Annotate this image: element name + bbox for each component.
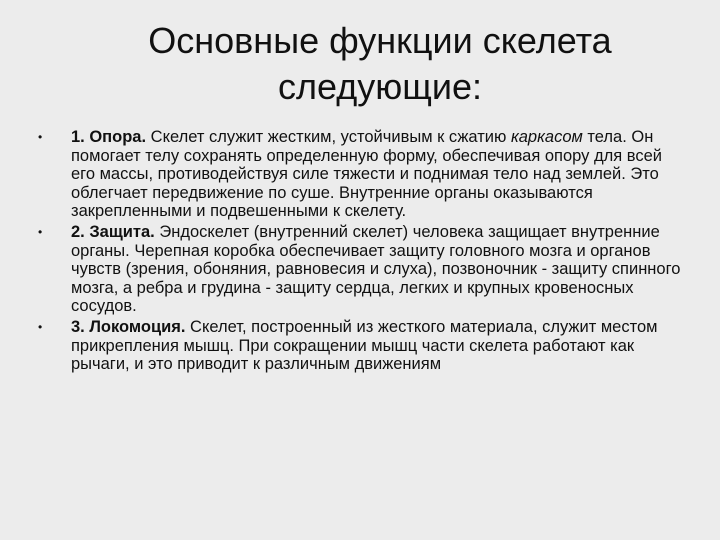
- bullet-item-locomotion: [38, 318, 686, 374]
- bullet-emphasis: каркасом: [510, 128, 583, 146]
- bullet-item-protection: [38, 223, 686, 316]
- bullet-lead: 1. Опора.: [71, 128, 147, 146]
- bullet-icon: •: [38, 130, 43, 144]
- slide-title: Основные функции скелета следующие:: [148, 20, 612, 107]
- bullet-item-support: [38, 128, 686, 221]
- bullet-icon: •: [38, 224, 43, 239]
- bullet-text: Эндоскелет (внутренний скелет) человека защищает внутренние органы. Черепная коробка обеспечивает защиту головного мозга и органов чувств (зрения, обоняния, равновесия и слуха), позвоночник - защиту спинного мозга, а ребра и грудина - защиту сердца, легких и крупных кровеносных сосудов.: [71, 222, 681, 316]
- bullet-lead: 2. Защита.: [71, 222, 155, 241]
- bullet-text: Скелет, построенный из жесткого материала, служит местом прикрепления мышц. При сокращении мышц части скелета работают как рычаги, и это приводит к различным движениям: [71, 317, 658, 374]
- bullet-icon: •: [38, 319, 43, 334]
- bullet-list: [38, 128, 686, 376]
- bullet-text: тела. Он помогает телу сохранять определенную форму, обеспечивая опору для всей его массы, противодействуя силе тяжести и поднимая тело над землей. Это облегчает передвижение по суше. Внутренние органы оказываются закрепленными и подвешенными к скелету.: [71, 128, 662, 221]
- bullet-lead: 3. Локомоция.: [71, 317, 186, 336]
- bullet-text: Скелет служит жестким, устойчивым к сжатию: [146, 128, 511, 146]
